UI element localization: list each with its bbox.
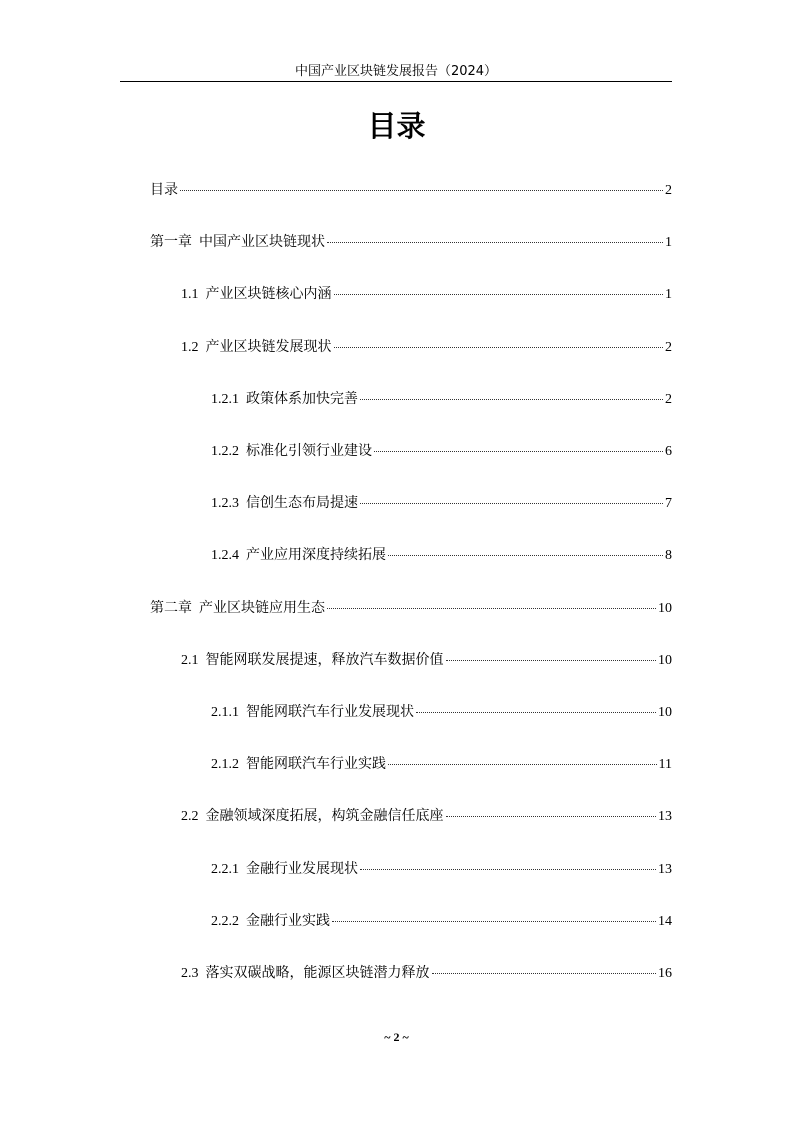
dot-leader (360, 399, 663, 400)
dot-leader (360, 869, 656, 870)
toc-entry-page: 6 (665, 444, 672, 459)
toc-entry-number: 1.2 (181, 339, 199, 355)
toc-entry-page: 13 (658, 809, 672, 825)
toc-entry-number: 2.3 (181, 966, 199, 981)
toc-entry-page: 14 (658, 913, 672, 929)
running-header: 中国产业区块链发展报告（2024） (294, 64, 498, 79)
toc-entry-label: 智能网联发展提速，释放汽车数据价值 (205, 651, 444, 668)
dot-leader (374, 451, 663, 452)
toc-entry[interactable] (211, 492, 672, 512)
toc-entry[interactable] (181, 283, 672, 303)
toc-entry-label: 产业应用深度持续拓展 (246, 547, 386, 564)
dot-leader (334, 347, 664, 348)
dot-leader (446, 816, 657, 817)
dot-leader (446, 660, 657, 661)
toc-entry-number: 2.1.2 (211, 757, 239, 773)
toc-entry[interactable] (211, 388, 672, 408)
toc-entry-number: 2.1 (181, 652, 199, 668)
dot-leader (327, 242, 663, 243)
toc-entry-number: 2.2 (181, 809, 199, 825)
header-divider (120, 81, 672, 82)
toc-entry-label: 目录 (150, 182, 178, 198)
toc-entry-page: 2 (665, 339, 672, 355)
toc-entry-label: 智能网联汽车行业实践 (246, 756, 386, 773)
toc-entry-number: 2.1.1 (211, 705, 239, 720)
toc-entry[interactable] (211, 440, 672, 460)
toc-entry[interactable] (150, 597, 672, 617)
toc-entry-number: 1.2.2 (211, 444, 239, 459)
toc-entry-page: 1 (665, 235, 672, 251)
toc-entry-number: 1.2.3 (211, 496, 239, 512)
dot-leader (180, 190, 663, 191)
dot-leader (432, 973, 657, 974)
toc-entry-page: 2 (665, 391, 672, 407)
toc-entry-number: 2.2.1 (211, 861, 239, 877)
toc-entry-number: 1.2.4 (211, 548, 239, 564)
toc-entry-label: 政策体系加快完善 (246, 390, 358, 407)
toc-entry-page: 10 (658, 652, 672, 668)
toc-entry-label: 智能网联汽车行业发展现状 (246, 704, 414, 720)
toc-entry[interactable] (211, 544, 672, 564)
toc-entry-page: 11 (658, 757, 672, 773)
toc-entry[interactable] (181, 962, 672, 982)
toc-entry-page: 10 (658, 600, 672, 616)
toc-entry[interactable] (211, 910, 672, 930)
dot-leader (327, 608, 656, 609)
toc-entry-label: 产业区块链核心内涵 (205, 286, 332, 303)
toc-entry-label: 金融行业实践 (246, 912, 330, 929)
toc-entry-label: 中国产业区块链现状 (199, 234, 325, 251)
toc-entry-label: 产业区块链应用生态 (199, 599, 325, 616)
toc-entry-page: 16 (658, 966, 672, 981)
toc-entry[interactable] (211, 753, 672, 773)
dot-leader (334, 294, 664, 295)
toc-entry-page: 1 (665, 287, 672, 303)
toc-entry-page: 10 (658, 705, 672, 720)
page-title: 目录 (367, 109, 426, 143)
toc-entry-number: 第二章 (150, 599, 192, 616)
toc-entry-label: 标准化引领行业建设 (246, 443, 372, 459)
toc-entry[interactable] (211, 858, 672, 878)
toc-entry-label: 金融领域深度拓展，构筑金融信任底座 (205, 808, 444, 825)
toc-entry-page: 2 (665, 183, 672, 198)
dot-leader (332, 921, 656, 922)
toc-entry-label: 产业区块链发展现状 (205, 338, 332, 355)
toc-entry-page: 8 (665, 548, 672, 564)
toc-entry[interactable] (181, 336, 672, 356)
toc-entry[interactable] (150, 179, 672, 199)
toc-entry[interactable] (181, 805, 672, 825)
toc-entry-number: 1.2.1 (211, 391, 239, 407)
dot-leader (388, 555, 663, 556)
toc-entry-label: 落实双碳战略，能源区块链潜力释放 (205, 965, 430, 981)
page-number: ~ 2 ~ (384, 1030, 409, 1044)
toc-entry-number: 第一章 (150, 234, 192, 251)
toc-entry[interactable] (150, 231, 672, 251)
dot-leader (360, 503, 663, 504)
toc-entry-number: 1.1 (181, 287, 199, 303)
toc-entry-page: 7 (665, 496, 672, 512)
toc-entry[interactable] (181, 649, 672, 669)
toc-entry-label: 金融行业发展现状 (246, 860, 358, 877)
toc-entry[interactable] (211, 701, 672, 721)
toc-entry-label: 信创生态布局提速 (246, 495, 358, 512)
toc-entry-page: 13 (658, 861, 672, 877)
dot-leader (416, 712, 656, 713)
dot-leader (388, 764, 657, 765)
toc-entry-number: 2.2.2 (211, 913, 239, 929)
